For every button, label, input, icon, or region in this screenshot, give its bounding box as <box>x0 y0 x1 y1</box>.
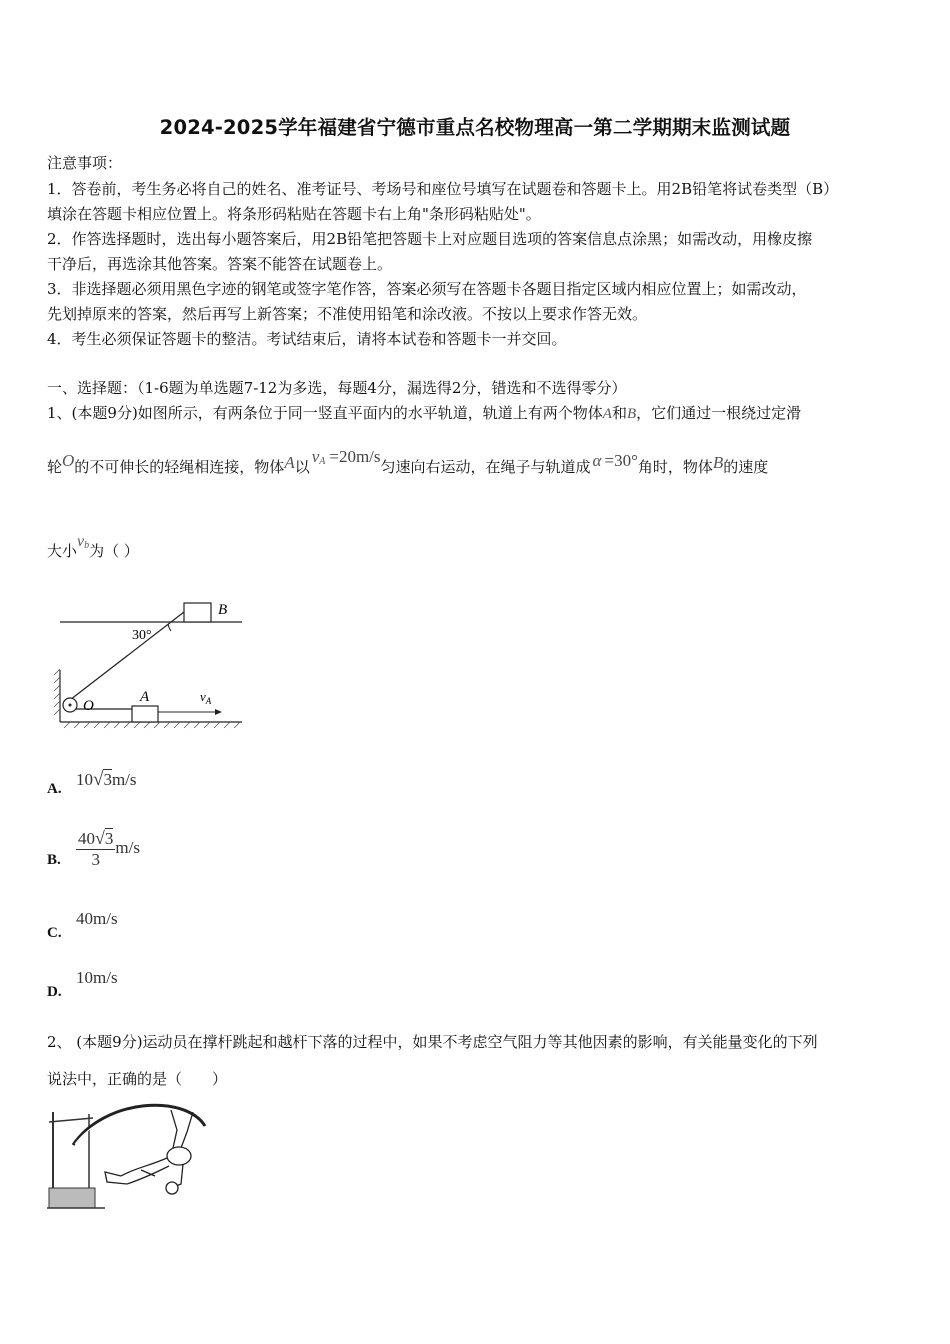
pole <box>73 1105 205 1145</box>
fraction <box>76 828 115 870</box>
option-letter: B. <box>47 852 61 868</box>
question-1-line-1 <box>47 402 801 423</box>
sqrt-radicand: 3 <box>103 770 112 789</box>
q1-text: 匀速向右运动，在绳子与轨道成 <box>380 458 591 476</box>
notice-line: 2．作答选择题时，选出每小题答案后，用2B铅笔把答题卡上对应题目选项的答案信息点涂黑；如需改动，用橡皮擦 <box>47 230 813 248</box>
pulley-axle <box>69 704 72 707</box>
symbol-B: B <box>626 406 637 422</box>
velocity-A-value: =20m/s <box>329 447 381 466</box>
subscript-A: A <box>319 456 326 467</box>
symbol-alpha: α <box>592 451 602 470</box>
question-1-line-2 <box>47 447 769 477</box>
label-v-symbol: v <box>200 689 206 704</box>
question-2-line-2: 说法中，正确的是（ ） <box>47 1070 228 1088</box>
option-letter: C. <box>47 925 62 941</box>
option-D-value[interactable]: 10m/s <box>76 968 118 987</box>
q1-text: ，它们通过一根绕过定滑 <box>636 404 802 422</box>
option-B-unit: m/s <box>115 837 140 857</box>
velocity-A-expr <box>312 448 381 466</box>
landing-mat <box>49 1188 95 1208</box>
label-B: B <box>218 602 228 618</box>
sqrt-sign: √ <box>95 828 105 848</box>
fraction-numerator <box>76 828 115 850</box>
subscript-b: b <box>84 540 90 551</box>
notice-line: 1．答卷前，考生务必将自己的姓名、准考证号、考场号和座位号填写在试题卷和答题卡上。用2B铅笔将试卷类型（B） <box>47 180 839 198</box>
option-B-value[interactable] <box>76 828 140 870</box>
pole-highlight <box>75 1108 201 1144</box>
q1-text: 的速度 <box>723 458 769 476</box>
label-O: O <box>83 698 94 714</box>
option-C-value[interactable]: 40m/s <box>76 909 118 928</box>
notice-line: 先划掉原来的答案，然后再写上新答案；不准使用铅笔和涂改液。不按以上要求作答无效。 <box>47 305 648 323</box>
angle-value: =30° <box>604 451 638 470</box>
symbol-A: A <box>602 406 612 422</box>
option-A-value[interactable] <box>76 769 137 791</box>
label-A: A <box>140 689 150 705</box>
section-heading: 一、选择题：（1-6题为单选题7-12为多选，每题4分，漏选得2分，错选和不选得零分） <box>47 379 627 397</box>
notice-heading: 注意事项： <box>47 154 123 172</box>
q1-text: 1、(本题9分)如图所示，有两条位于同一竖直平面内的水平轨道，轨道上有两个物体 <box>47 404 603 422</box>
pole-vault-figure <box>45 1100 220 1212</box>
notice-line: 填涂在答题卡相应位置上。将条形码粘贴在答题卡右上角"条形码粘贴处"。 <box>47 205 541 223</box>
sqrt-radicand: 3 <box>104 829 114 848</box>
label-angle: 30° <box>132 628 152 643</box>
crossbar <box>49 1118 93 1122</box>
symbol-v: v <box>311 447 320 466</box>
symbol-v: v <box>77 533 85 550</box>
question-2-line-1: 2、 (本题9分)运动员在撑杆跳起和越杆下落的过程中，如果不考虑空气阻力等其他因素的影响，有关能量变化的下列 <box>47 1033 818 1051</box>
athlete <box>105 1110 193 1194</box>
block-B <box>184 603 211 622</box>
angle-arc <box>168 624 171 631</box>
angle-expr <box>593 452 638 470</box>
option-B-coef: 40 <box>78 829 95 848</box>
question-1-line-3 <box>47 533 139 561</box>
q1-text: 大小 <box>47 542 78 560</box>
floor-hatch <box>64 722 240 728</box>
option-A-unit: m/s <box>111 770 137 789</box>
sqrt-sign: √ <box>93 769 104 790</box>
option-letter: A. <box>47 781 62 797</box>
symbol-O: O <box>62 451 75 470</box>
pulley-figure <box>50 595 250 735</box>
rope-upper <box>66 612 184 703</box>
symbol-B: B <box>712 453 724 472</box>
option-A-coef: 10 <box>76 770 93 789</box>
q1-text: 角时，物体 <box>637 458 713 476</box>
fraction-denominator: 3 <box>91 850 100 869</box>
option-letter: D. <box>47 984 62 1000</box>
label-v-subscript: A <box>205 696 212 706</box>
notice-line: 干净后，再选涂其他答案。答案不能答在试题卷上。 <box>47 255 393 273</box>
arrow-head <box>215 709 222 715</box>
q1-text: 以 <box>294 458 310 476</box>
notice-line: 3．非选择题必须用黑色字迹的钢笔或签字笔作答，答案必须写在答题卡各题目指定区域内相应位置上；如需改动， <box>47 280 807 298</box>
velocity-b-expr <box>77 532 89 550</box>
q1-text: 的不可伸长的轻绳相连接，物体 <box>74 458 285 476</box>
q1-text: 和 <box>611 404 627 422</box>
page-title: 2024-2025学年福建省宁德市重点名校物理高一第二学期期末监测试题 <box>159 116 791 139</box>
notice-line: 4．考生必须保证答题卡的整洁。考试结束后，请将本试卷和答题卡一并交回。 <box>47 330 567 348</box>
wall-hatch <box>54 669 60 715</box>
label-v <box>200 689 212 706</box>
symbol-A: A <box>284 453 295 472</box>
q1-text: 为（ ） <box>89 542 139 560</box>
block-A <box>132 706 158 722</box>
q1-text: 轮 <box>47 458 63 476</box>
